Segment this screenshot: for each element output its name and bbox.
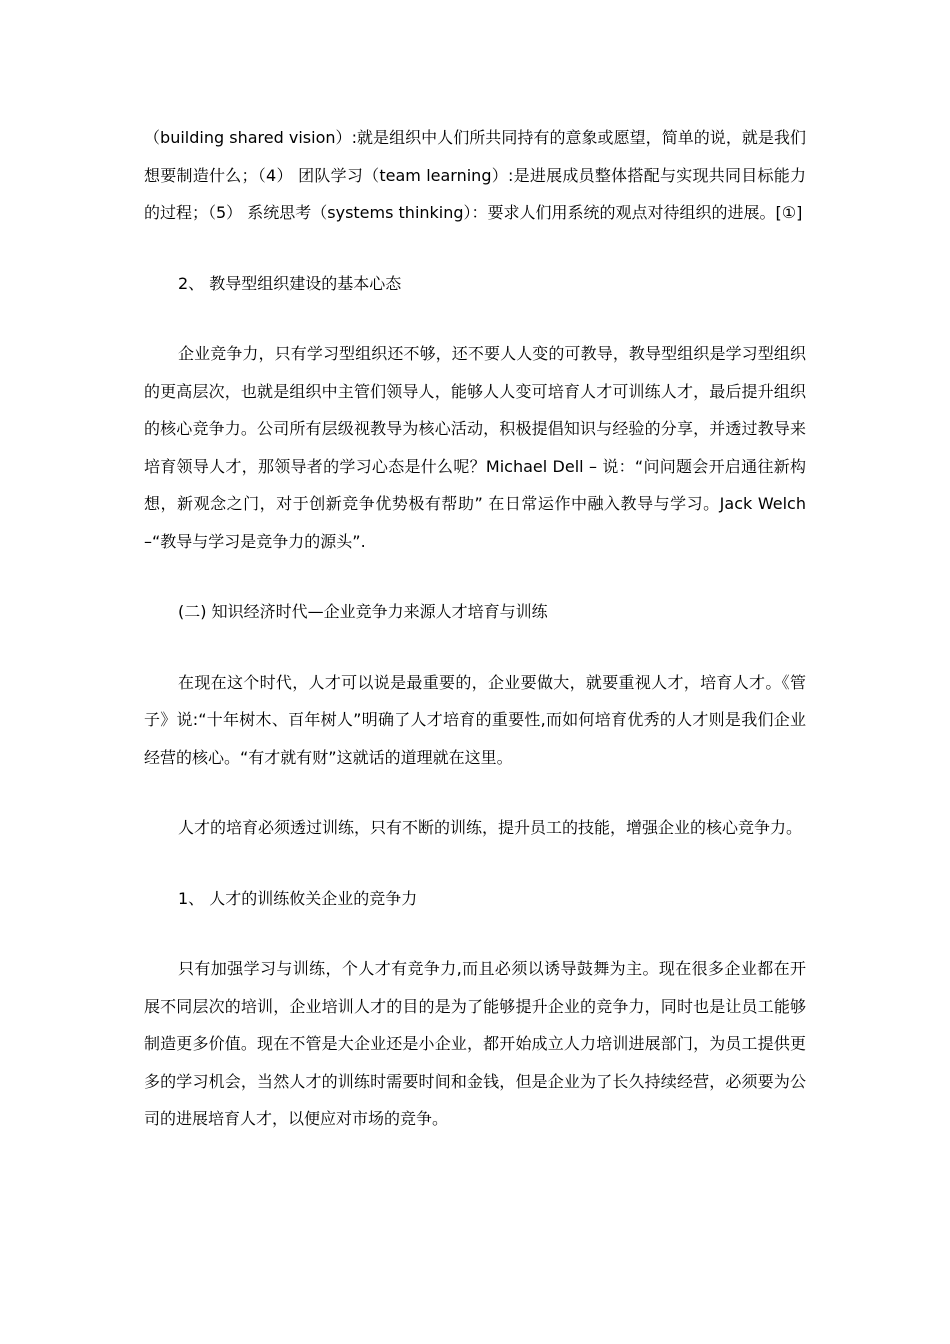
paragraph-talent-training: 人才的培育必须透过训练，只有不断的训练，提升员工的技能，增强企业的核心竞争力。 [178, 818, 803, 837]
paragraph-training-learning: 只有加强学习与训练，个人才有竞争力,而且必须以诱导鼓舞为主。现在很多企业都在开展不同层次的培训，企业培训人才的目的是为了能够提升企业的竞争力，同时也是让员工能够制造更多价值。现在不管是大企业还是小企业，都开始成立人力培训进展部门，为员工提供更多的学习机会，当然人才的训练时需要时间和金钱，但是企业为了长久持续经营，必须要为公司的进展培育人才，以便应对市场的竞争。 [144, 959, 806, 1128]
paragraph-talent-importance: 在现在这个时代，人才可以说是最重要的，企业要做大，就要重视人才，培育人才。《管子》说:“十年树木、百年树人”明确了人才培育的重要性,而如何培育优秀的人才则是我们企业经营的核心。“有才就有财”这就话的道理就在这里。 [144, 672, 806, 767]
paragraph-shared-vision-continued: （building shared vision）:就是组织中人们所共同持有的意象或愿望，简单的说，就是我们想要制造什么；（4） 团队学习（team learning）:是进展成员整体搭配与实现共同目标能力的过程；（5） 系统思考（systems thinking）：要求人们用系统的观点对待组织的进展。[①] [144, 128, 806, 222]
document-body [144, 119, 806, 1138]
heading-teaching-organization-mindset: 2、 教导型组织建设的基本心态 [178, 273, 402, 293]
paragraph-teaching-organization: 企业竞争力，只有学习型组织还不够，还不要人人变的可教导，教导型组织是学习型组织的更高层次，也就是组织中主管们领导人，能够人人变可培育人才可训练人才，最后提升组织的核心竞争力。公司所有层级视教导为核心活动，积极提倡知识与经验的分享，并透过教导来培育领导人才，那领导者的学习心态是什么呢？Michael Dell – 说：“问问题会开启通往新构想，新观念之门，对于创新竞争优势极有帮助” 在日常运作中融入教导与学习。Jack Welch –“教导与学习是竞争力的源头”. [144, 344, 806, 551]
heading-training-competitiveness: 1、 人才的训练攸关企业的竞争力 [178, 888, 418, 908]
heading-knowledge-economy: (二) 知识经济时代—企业竞争力来源人才培育与训练 [178, 602, 548, 621]
